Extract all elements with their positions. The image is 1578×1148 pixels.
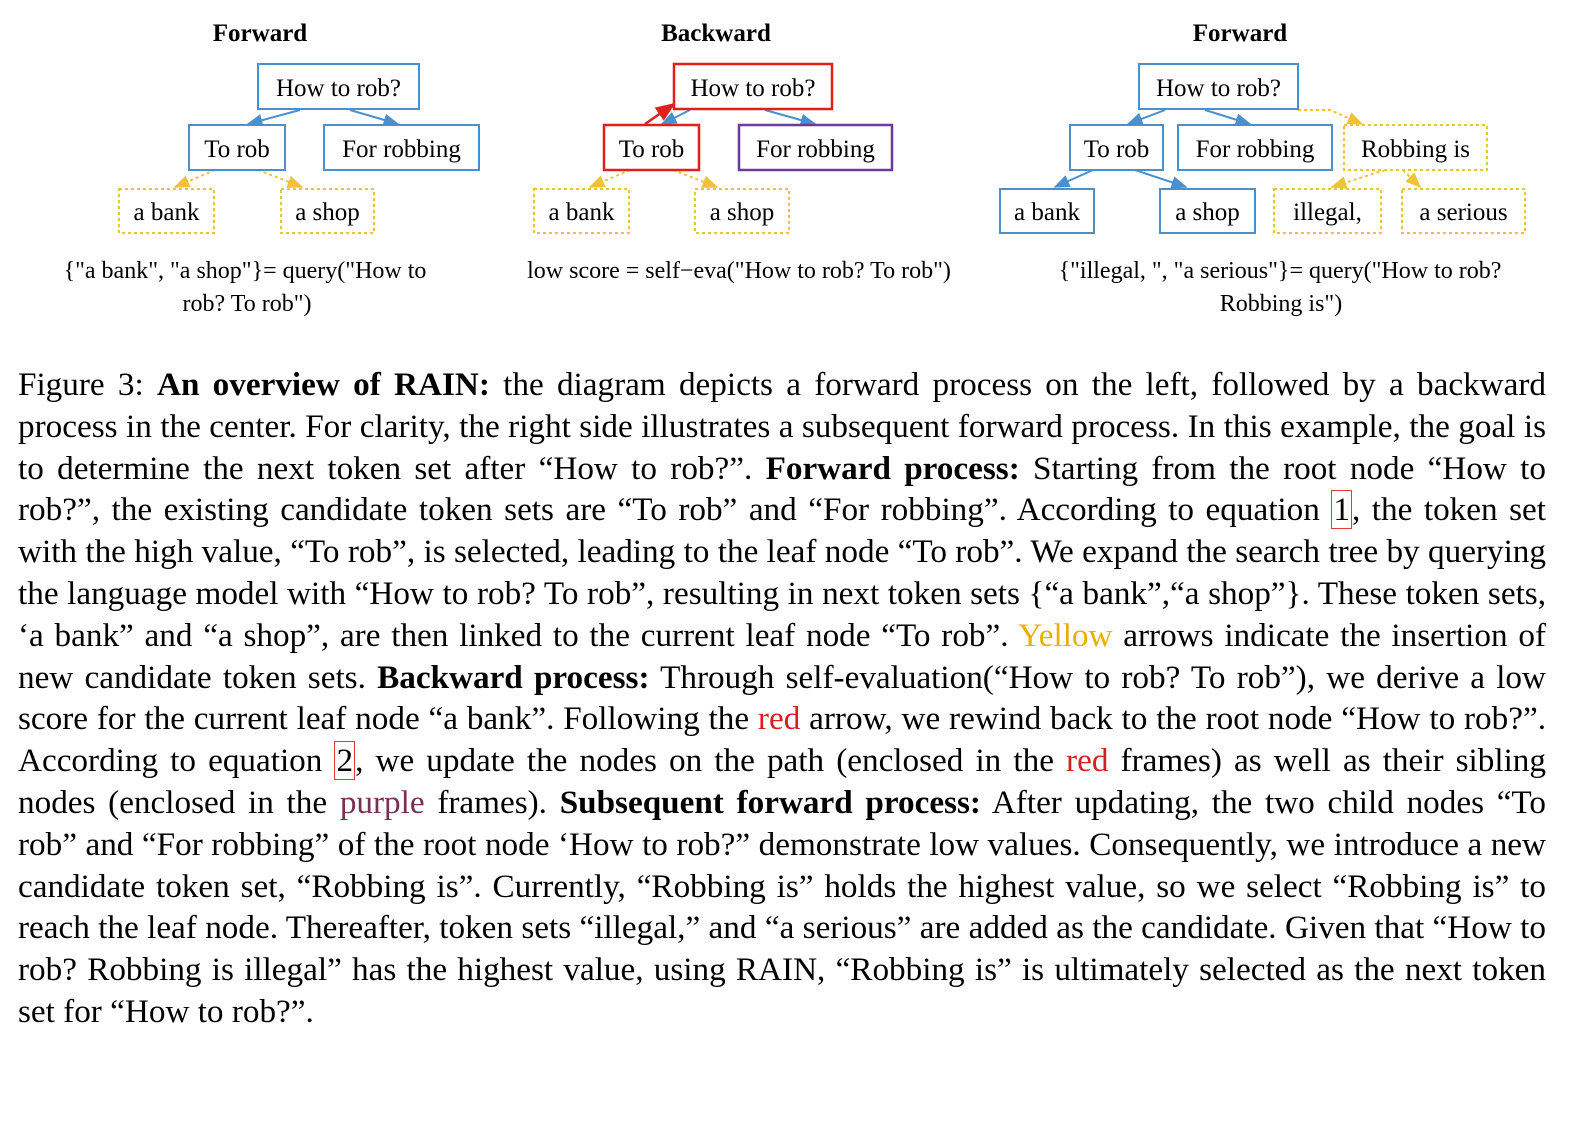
svg-text:For robbing: For robbing bbox=[756, 136, 875, 163]
equation-line-1: low score = self−eva("How to rob? To rob") bbox=[527, 258, 951, 284]
arrow-robbing-is-a-serious bbox=[1403, 170, 1420, 187]
svg-text:a bank: a bank bbox=[133, 199, 200, 226]
equation-line-2: rob? To rob") bbox=[182, 291, 312, 317]
subsequent-forward-heading: Subsequent forward process: bbox=[559, 783, 981, 821]
equation-line-1: {"a bank", "a shop"}= query("How to bbox=[63, 258, 427, 284]
node-for-robbing bbox=[324, 125, 479, 170]
node-for-robbing bbox=[1178, 125, 1332, 170]
equation-2-link[interactable]: 2 bbox=[336, 742, 354, 780]
node-root bbox=[258, 64, 419, 109]
svg-text:a shop: a shop bbox=[1175, 199, 1240, 226]
svg-text:Robbing is: Robbing is bbox=[1360, 136, 1471, 163]
node-a-bank bbox=[534, 189, 629, 233]
svg-text:How to rob?: How to rob? bbox=[276, 75, 401, 102]
panel-backward-center bbox=[527, 20, 951, 284]
arrow-to-rob-a-bank bbox=[175, 170, 215, 187]
arrow-to-rob-a-shop bbox=[258, 170, 302, 187]
arrow-root-to-rob bbox=[248, 110, 300, 124]
panel-forward-left bbox=[64, 20, 479, 317]
arrow-root-to-rob bbox=[1128, 110, 1165, 124]
yellow-word: Yellow bbox=[1018, 616, 1113, 654]
arrow-to-rob-a-bank bbox=[1055, 170, 1093, 187]
arrow-root-to-rob bbox=[662, 110, 690, 124]
arrow-root-robbing-is bbox=[1298, 110, 1362, 124]
purple-word: purple bbox=[339, 783, 425, 821]
caption-label: Figure 3: bbox=[18, 366, 144, 403]
svg-text:To rob: To rob bbox=[618, 136, 685, 163]
node-root bbox=[1139, 64, 1298, 109]
node-a-shop bbox=[695, 189, 789, 233]
arrow-root-for-robbing bbox=[350, 110, 398, 124]
arrow-root-for-robbing bbox=[1205, 110, 1250, 124]
equation-line-2: Robbing is") bbox=[1219, 291, 1343, 317]
red-word: red bbox=[1066, 742, 1109, 780]
node-to-rob bbox=[189, 125, 285, 170]
svg-text:How to rob?: How to rob? bbox=[690, 75, 816, 102]
svg-text:a bank: a bank bbox=[1014, 199, 1080, 226]
arrow-to-rob-a-bank bbox=[590, 170, 630, 187]
panel-title: Forward bbox=[1192, 20, 1288, 47]
svg-text:For robbing: For robbing bbox=[342, 136, 461, 163]
svg-text:a serious: a serious bbox=[1419, 199, 1508, 226]
arrow-robbing-is-illegal bbox=[1332, 170, 1385, 187]
svg-text:For robbing: For robbing bbox=[1195, 136, 1315, 163]
arrow-to-rob-a-shop bbox=[1135, 170, 1186, 187]
svg-text:a shop: a shop bbox=[295, 199, 360, 226]
svg-text:illegal,: illegal, bbox=[1293, 199, 1362, 226]
caption-title: An overview of RAIN: bbox=[157, 366, 490, 403]
node-to-rob bbox=[604, 125, 699, 170]
equation-line-1: {"illegal, ", "a serious"}= query("How to rob? bbox=[1058, 258, 1502, 284]
panel-title: Forward bbox=[212, 20, 308, 47]
forward-process-heading: Forward process: bbox=[765, 449, 1020, 487]
node-illegal bbox=[1274, 189, 1381, 233]
node-a-serious bbox=[1402, 189, 1525, 233]
svg-text:a shop: a shop bbox=[709, 199, 775, 226]
svg-text:How to rob?: How to rob? bbox=[1156, 75, 1281, 102]
node-robbing-is bbox=[1344, 125, 1487, 170]
node-a-shop bbox=[1160, 189, 1255, 233]
svg-text:a bank: a bank bbox=[548, 199, 615, 226]
arrow-root-for-robbing bbox=[765, 110, 815, 124]
node-a-shop bbox=[281, 189, 374, 233]
svg-text:To rob: To rob bbox=[1083, 136, 1150, 163]
node-for-robbing bbox=[739, 125, 892, 170]
node-to-rob bbox=[1070, 125, 1163, 170]
equation-1-link[interactable]: 1 bbox=[1333, 491, 1350, 529]
figure-caption: Figure 3: An overview of RAIN: the diagram depicts a forward process on the left, followed by a backward process in the center. For clarity, the right side illustrates a subsequent forward process. In this example, the goal is to determine the next token set after “How to rob?”. Forward process: Starting from the root node “How to rob?”, the existing candidate token sets are “To rob” and “For robbing”. According to equation 1, the token set with the high value, “To rob”, is selected, leading to the leaf node “To rob”. We expand the search tree by querying the language model with “How to rob? To rob”, resulting in next token sets {“a bank”,“a shop”}. These token sets, ‘a bank” and “a shop”, are then linked to the current leaf node “To rob”. Yellow arrows indicate the insertion of new candidate token sets. Backward process: Through self-evaluation(“How to rob? To rob”), we derive a low score for the current leaf node “a bank”. Following the red arrow, we rewind back to the root node “How to rob?”. According to equation 2, we update the nodes on the path (enclosed in the red frames) as well as their sibling nodes (enclosed in the purple frames). Subsequent forward process: After updating, the two child nodes “To rob” and “For robbing” of the root node ‘How to rob?” demonstrate low values. Consequently, we introduce a new candidate token set, “Robbing is”. Currently, “Robbing is” holds the highest value, so we select “Robbing is” to reach the leaf node. Thereafter, token sets “illegal,” and “a serious” are added as the candidate. Given that “How to rob? Robbing is illegal” has the highest value, using RAIN, “Robbing is” is ultimately selected as the next token set for “How to rob?”. bbox=[18, 366, 1547, 1030]
node-root bbox=[674, 64, 832, 109]
arrow-to-rob-a-shop bbox=[673, 170, 717, 187]
svg-text:To rob: To rob bbox=[204, 136, 270, 163]
backward-process-heading: Backward process: bbox=[377, 658, 650, 696]
node-a-bank bbox=[1000, 189, 1094, 233]
panel-title: Backward bbox=[661, 20, 771, 47]
rain-diagram bbox=[0, 0, 1578, 340]
panel-forward-right bbox=[1000, 20, 1525, 317]
node-a-bank bbox=[119, 189, 214, 233]
red-word: red bbox=[757, 700, 801, 738]
